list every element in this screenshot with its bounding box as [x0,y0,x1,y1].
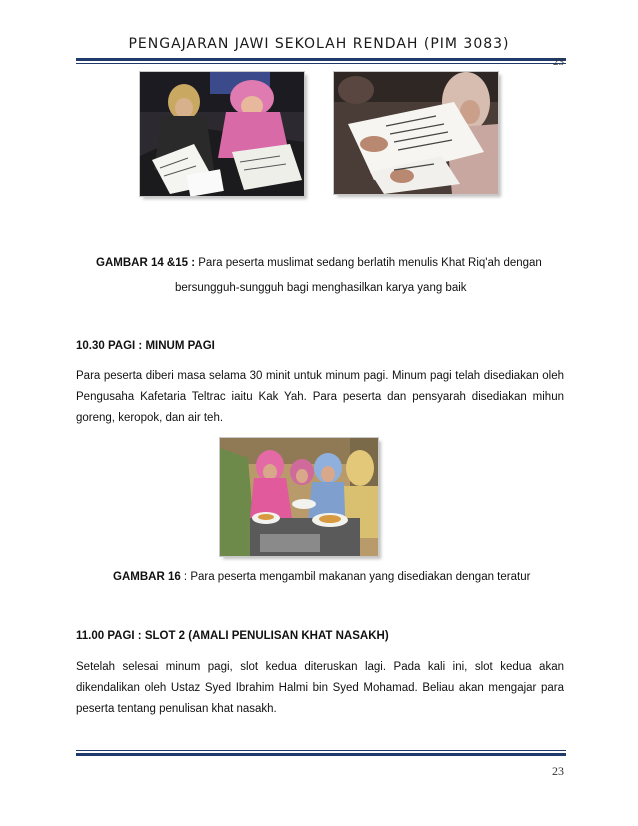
section-heading-minum-pagi: 10.30 PAGI : MINUM PAGI [76,340,215,352]
caption-gambar-14-15-line1 [96,257,542,269]
photo-3-image [220,438,378,556]
caption-gambar-14-15-line2: bersungguh-sungguh bagi menghasilkan karya yang baik [175,282,467,294]
header-page-number: 23 [553,56,564,68]
caption-gambar-16 [113,571,530,583]
footer-page-number: 23 [552,764,564,778]
caption-16-label: GAMBAR 16 [113,571,181,583]
footer-rule-thin [76,750,566,751]
caption-label: GAMBAR 14 &15 : [96,257,196,269]
photo-calligraphy-practice-1 [140,72,304,196]
header-rule [76,58,566,61]
caption-text: Para peserta muslimat sedang berlatih menulis Khat Riq'ah dengan [195,257,542,269]
footer-rule [76,753,566,756]
section-heading-slot-2: 11.00 PAGI : SLOT 2 (AMALI PENULISAN KHAT NASAKH) [76,630,389,642]
photo-2-image [334,72,498,194]
photo-food-serving [220,438,378,556]
caption-16-text: : Para peserta mengambil makanan yang disediakan dengan teratur [180,571,531,583]
photo-calligraphy-practice-2 [334,72,498,194]
header-rule-thin [76,63,566,64]
photo-1-image [140,72,304,196]
paragraph-minum-pagi: Para peserta diberi masa selama 30 minit untuk minum pagi. Minum pagi telah disediakan oleh Pengusaha Kafetaria Teltrac iaitu Kak Yah. Para peserta dan pensyarah disediakan mihun goreng, keropok, dan air teh. [76,370,564,424]
paragraph-slot-2: Setelah selesai minum pagi, slot kedua diteruskan lagi. Pada kali ini, slot kedua akan dikendalikan oleh Ustaz Syed Ibrahim Halmi bin Syed Mohamad. Beliau akan mengajar para peserta tentang penulisan khat nasakh. [76,661,564,715]
page-header-title: PENGAJARAN JAWI SEKOLAH RENDAH (PIM 3083) [128,36,510,52]
